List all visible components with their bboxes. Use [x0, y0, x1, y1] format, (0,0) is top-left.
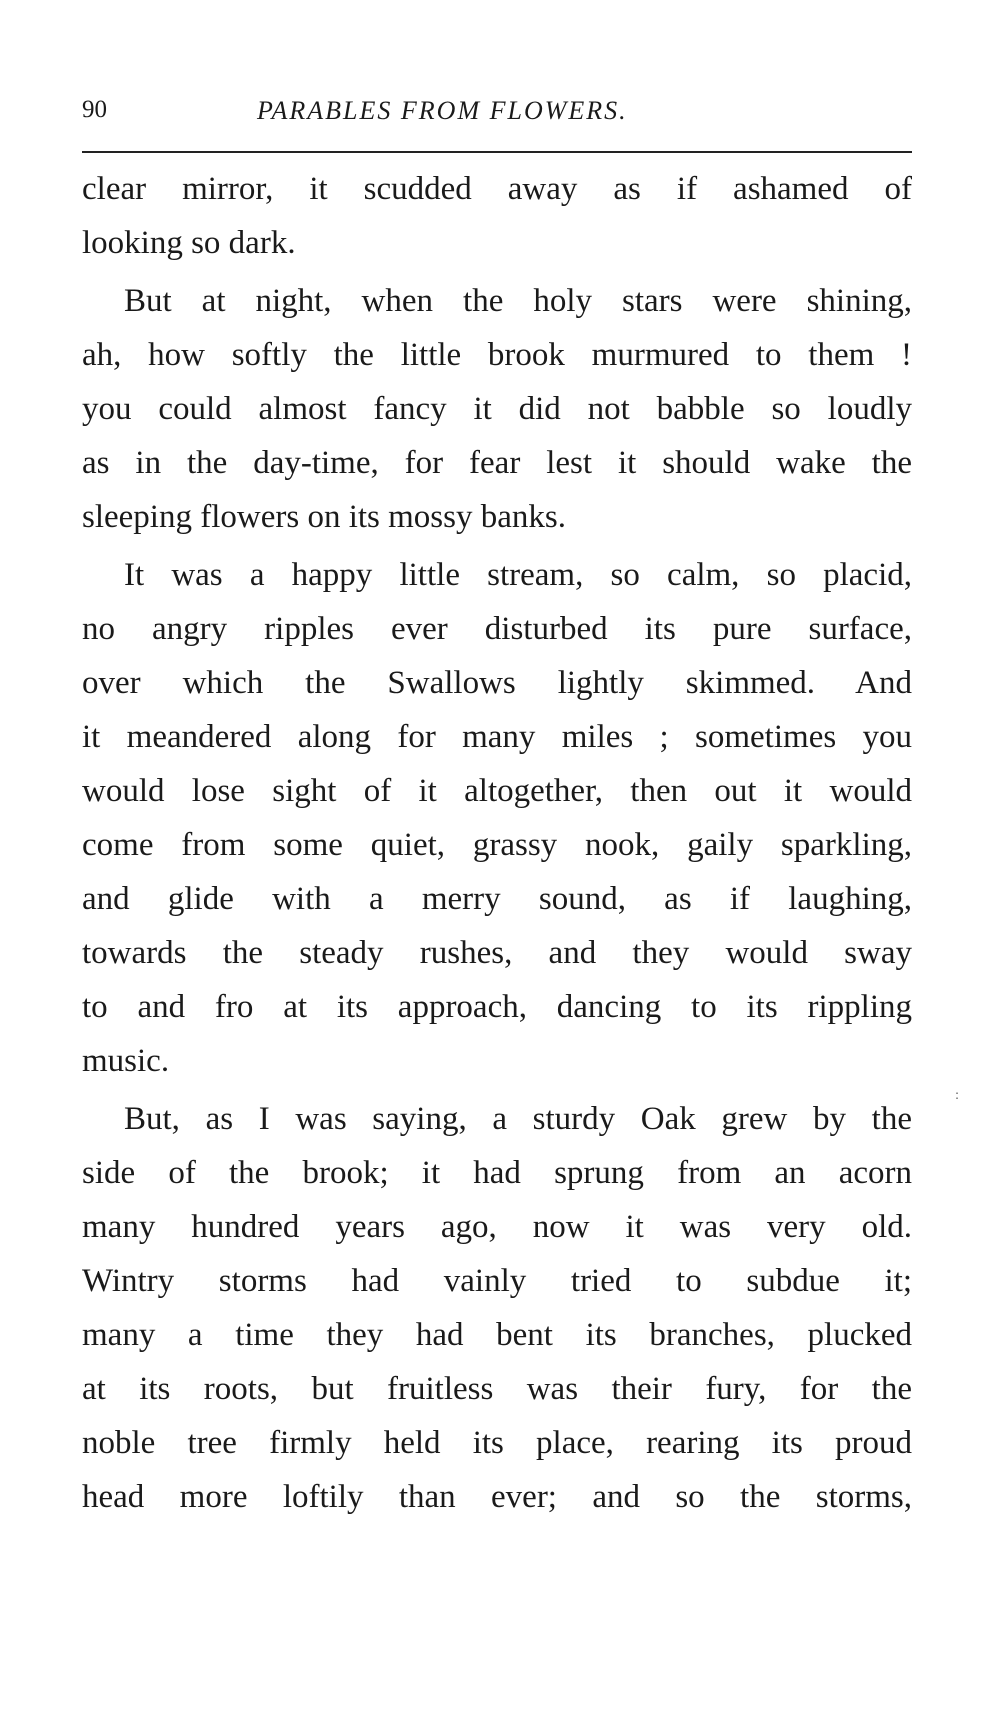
text-line: clear mirror, it scudded away as if ashamed of	[82, 171, 912, 207]
paragraph	[82, 274, 912, 544]
text-line: it meandered along for many miles ; sometimes you	[82, 719, 912, 755]
page-number: 90	[82, 96, 107, 123]
text-line: many a time they had bent its branches, plucked	[82, 1317, 912, 1353]
text-line: ah, how softly the little brook murmured to them !	[82, 337, 912, 373]
running-head	[82, 96, 912, 136]
running-title: PARABLES FROM FLOWERS.	[257, 96, 628, 125]
text-line: come from some quiet, grassy nook, gaily sparkling,	[82, 827, 912, 863]
text-line: many hundred years ago, now it was very old.	[82, 1209, 912, 1245]
text-line: and glide with a merry sound, as if laughing,	[82, 881, 912, 917]
text-line: you could almost fancy it did not babble so loudly	[82, 391, 912, 427]
text-line: over which the Swallows lightly skimmed. And	[82, 665, 912, 701]
text-line: But at night, when the holy stars were shining,	[124, 283, 912, 319]
text-line: to and fro at its approach, dancing to its rippling	[82, 989, 912, 1025]
text-line: looking so dark.	[82, 225, 296, 261]
text-line: no angry ripples ever disturbed its pure surface,	[82, 611, 912, 647]
text-line: But, as I was saying, a sturdy Oak grew by the	[124, 1101, 912, 1137]
text-line: head more loftily than ever; and so the storms,	[82, 1479, 912, 1515]
margin-mark: :	[955, 1088, 960, 1102]
text-line: It was a happy little stream, so calm, so placid,	[124, 557, 912, 593]
text-line: sleeping flowers on its mossy banks.	[82, 499, 566, 535]
paragraph	[82, 548, 912, 1088]
text-line: towards the steady rushes, and they would sway	[82, 935, 912, 971]
text-line: at its roots, but fruitless was their fury, for the	[82, 1371, 912, 1407]
text-line: would lose sight of it altogether, then out it would	[82, 773, 912, 809]
text-line: music.	[82, 1043, 170, 1079]
text-line: side of the brook; it had sprung from an acorn	[82, 1155, 912, 1191]
header-rule	[82, 151, 912, 153]
text-line: noble tree firmly held its place, rearing its proud	[82, 1425, 912, 1461]
paragraph	[82, 162, 912, 270]
text-line: as in the day-time, for fear lest it should wake the	[82, 445, 912, 481]
paragraph	[82, 1092, 912, 1524]
body-text	[82, 162, 912, 1524]
text-line: Wintry storms had vainly tried to subdue it;	[82, 1263, 912, 1299]
